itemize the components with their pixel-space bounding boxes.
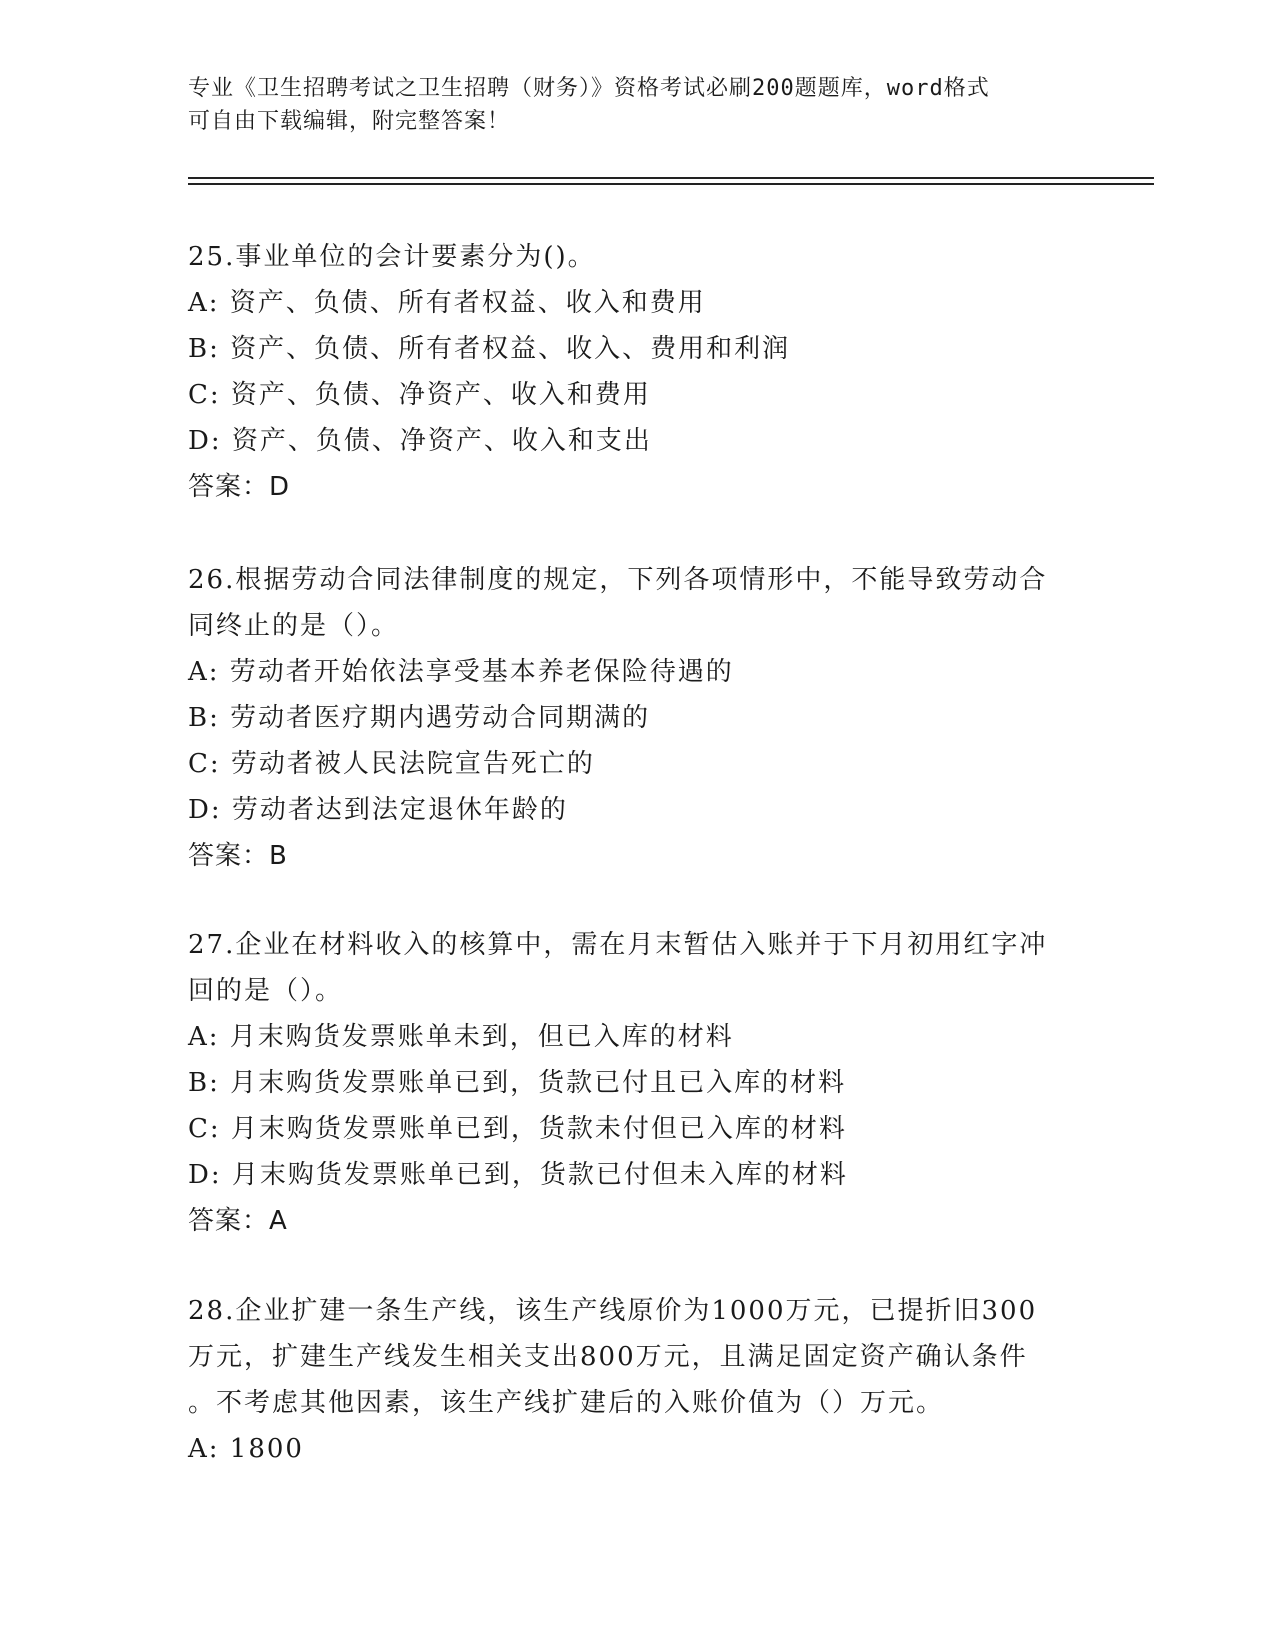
question-stem-continued-2: 。不考虑其他因素，该生产线扩建后的入账价值为（）万元。 <box>188 1388 945 1418</box>
option-a: A: 劳动者开始依法享受基本养老保险待遇的 <box>188 657 734 687</box>
option-a: A: 月末购货发票账单未到，但已入库的材料 <box>188 1022 734 1052</box>
option-d: D: 劳动者达到法定退休年龄的 <box>188 795 568 825</box>
option-c: C: 资产、负债、净资产、收入和费用 <box>188 380 651 410</box>
question-28 <box>188 1288 1088 1472</box>
option-a: A: 1800 <box>188 1434 304 1464</box>
option-d: D: 资产、负债、净资产、收入和支出 <box>188 426 652 456</box>
question-stem-continued: 万元，扩建生产线发生相关支出800万元，且满足固定资产确认条件 <box>188 1342 1028 1372</box>
question-stem-continued: 同终止的是（）。 <box>188 611 400 641</box>
option-d: D: 月末购货发票账单已到，货款已付但未入库的材料 <box>188 1160 848 1190</box>
question-stem: 26.根据劳动合同法律制度的规定，下列各项情形中，不能导致劳动合 <box>188 565 1048 595</box>
question-26 <box>188 557 1088 879</box>
question-stem: 28.企业扩建一条生产线，该生产线原价为1000万元，已提折旧300 <box>188 1296 1038 1326</box>
question-stem: 25.事业单位的会计要素分为()。 <box>188 242 596 272</box>
question-stem-continued: 回的是（）。 <box>188 976 344 1006</box>
question-stem: 27.企业在材料收入的核算中，需在月末暂估入账并于下月初用红字冲 <box>188 930 1048 960</box>
option-b: B: 劳动者医疗期内遇劳动合同期满的 <box>188 703 651 733</box>
header-divider-bottom <box>188 183 1154 185</box>
header-title-line-2: 可自由下载编辑，附完整答案！ <box>188 109 511 134</box>
option-c: C: 月末购货发票账单已到，货款未付但已入库的材料 <box>188 1114 847 1144</box>
answer-label: 答案：B <box>188 841 288 871</box>
answer-label: 答案：A <box>188 1206 288 1236</box>
option-b: B: 资产、负债、所有者权益、收入、费用和利润 <box>188 334 791 364</box>
header-divider-top <box>188 177 1154 179</box>
question-25 <box>188 234 1088 510</box>
option-b: B: 月末购货发票账单已到，货款已付且已入库的材料 <box>188 1068 847 1098</box>
option-c: C: 劳动者被人民法院宣告死亡的 <box>188 749 595 779</box>
header-title-line-1: 专业《卫生招聘考试之卫生招聘（财务）》资格考试必刷200题题库，word格式 <box>188 76 990 101</box>
option-a: A: 资产、负债、所有者权益、收入和费用 <box>188 288 706 318</box>
answer-label: 答案：D <box>188 472 291 502</box>
question-27 <box>188 922 1088 1244</box>
document-header <box>188 72 1088 138</box>
